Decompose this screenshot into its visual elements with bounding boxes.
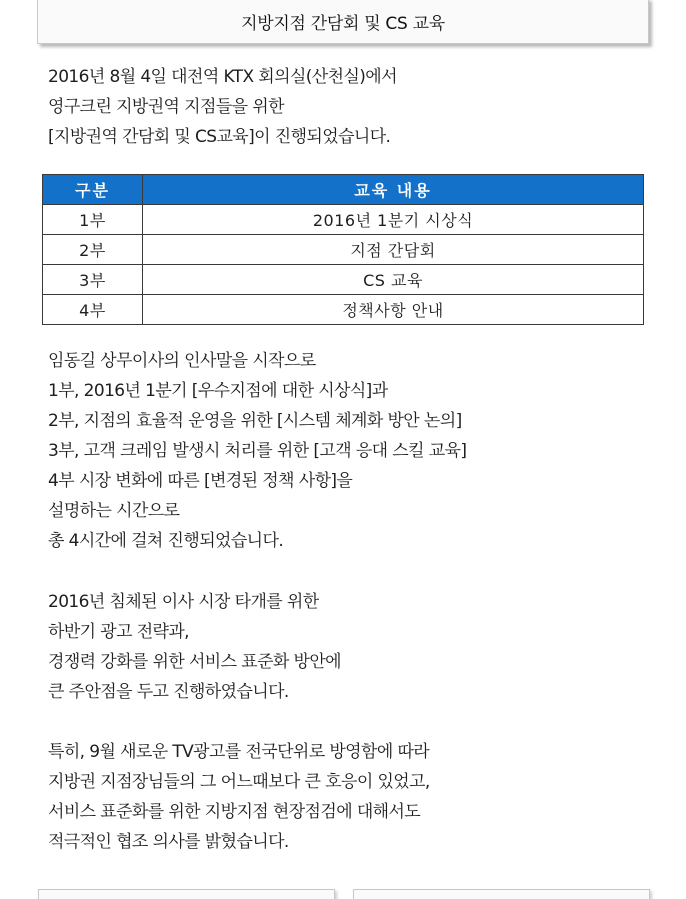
body-line: 2016년 침체된 이사 시장 타개를 위한 (48, 592, 319, 612)
title-box (37, 0, 649, 44)
body-line: 하반기 광고 전략과, (48, 622, 189, 642)
header-session: 구분 (43, 175, 143, 205)
intro-line: 영구크린 지방권역 지점들을 위한 (48, 97, 284, 117)
body-line: 특히, 9월 새로운 TV광고를 전국단위로 방영함에 따라 (48, 742, 430, 762)
body-line: 큰 주안점을 두고 진행하였습니다. (48, 682, 289, 702)
body-line: 2부, 지점의 효율적 운영을 위한 [시스템 체계화 방안 논의] (48, 411, 462, 431)
table-row (43, 295, 644, 325)
content-cell: 2016년 1분기 시상식 (143, 205, 644, 235)
session-cell: 3부 (43, 265, 143, 295)
content-cell: CS 교육 (143, 265, 644, 295)
schedule-header-row (43, 175, 644, 205)
page-title: 지방지점 간담회 및 CS 교육 (241, 13, 445, 34)
body-line: 지방권 지점장님들의 그 어느때보다 큰 호응이 있었고, (48, 772, 430, 792)
body-line: 1부, 2016년 1분기 [우수지점에 대한 시상식]과 (48, 381, 388, 401)
closing-paragraph (48, 737, 668, 857)
body-line: 4부 시장 변화에 따른 [변경된 정책 사항]을 (48, 471, 353, 491)
body-line: 설명하는 시간으로 (48, 501, 180, 521)
body-line: 임동길 상무이사의 인사말을 시작으로 (48, 351, 316, 371)
table-row (43, 205, 644, 235)
strategy-paragraph (48, 587, 668, 707)
content-cell: 지점 간담회 (143, 235, 644, 265)
content-cell: 정책사항 안내 (143, 295, 644, 325)
intro-line: [지방권역 간담회 및 CS교육]이 진행되었습니다. (48, 127, 391, 147)
body-line: 서비스 표준화를 위한 지방지점 현장점검에 대해서도 (48, 802, 421, 822)
program-paragraph (48, 346, 668, 556)
intro-line: 2016년 8월 4일 대전역 KTX 회의실(산천실)에서 (48, 67, 397, 87)
intro-paragraph (48, 62, 668, 152)
table-row (43, 265, 644, 295)
body-line: 경쟁력 강화를 위한 서비스 표준화 방안에 (48, 652, 341, 672)
bottom-photo-frame-right (353, 889, 650, 899)
header-content: 교육 내용 (143, 175, 644, 205)
bottom-photo-frame-left (38, 889, 335, 899)
table-row (43, 235, 644, 265)
session-cell: 4부 (43, 295, 143, 325)
body-line: 3부, 고객 크레임 발생시 처리를 위한 [고객 응대 스킬 교육] (48, 441, 467, 461)
body-line: 총 4시간에 걸쳐 진행되었습니다. (48, 531, 284, 551)
session-cell: 2부 (43, 235, 143, 265)
body-line: 적극적인 협조 의사를 밝혔습니다. (48, 832, 289, 852)
schedule-table (42, 174, 644, 325)
session-cell: 1부 (43, 205, 143, 235)
